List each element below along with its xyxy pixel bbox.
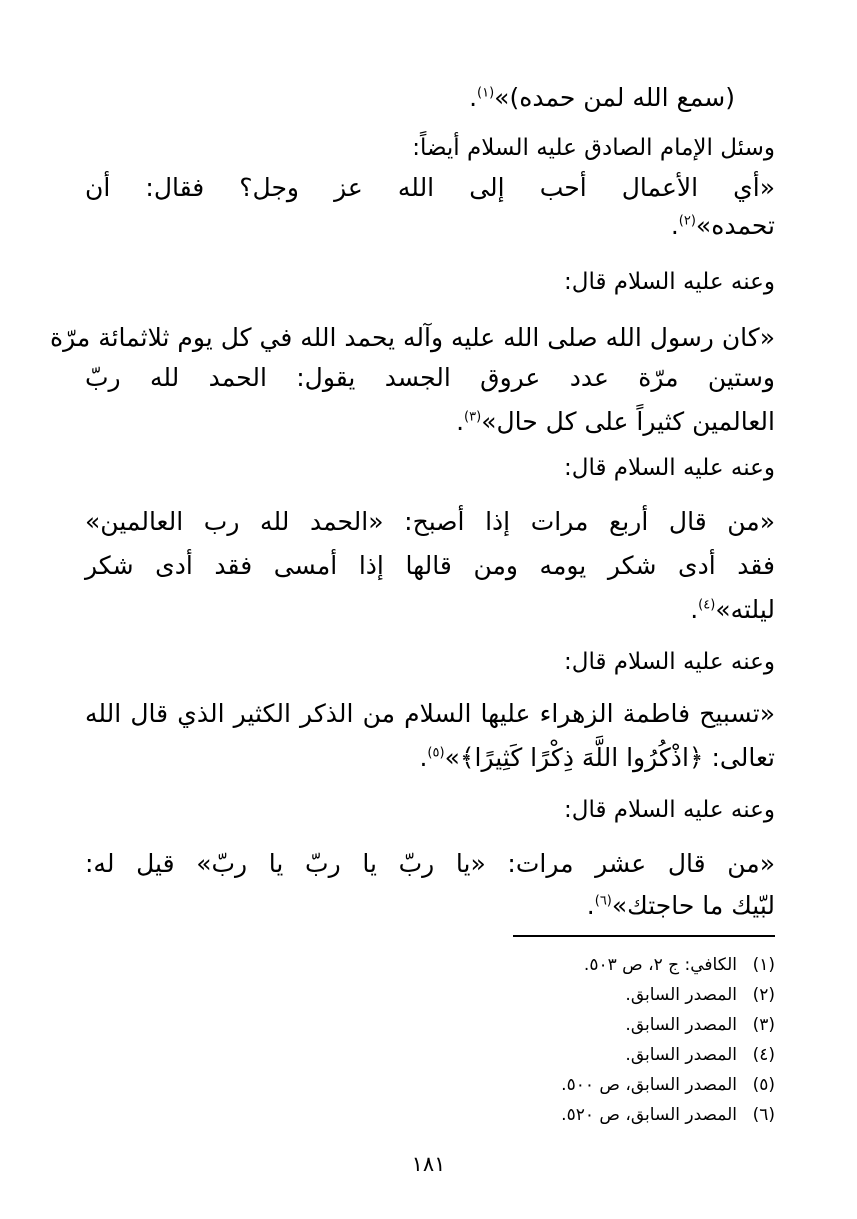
narration-intro: وعنه عليه السلام قال: [564,649,775,675]
page-number: ١٨١ [411,1152,446,1176]
footnote-ref: (٣) [464,409,482,425]
footnote-separator [513,935,775,937]
quote-line: العالمين كثيراً على كل حال»$^{(٣)}$. [456,407,775,436]
narration-intro: وعنه عليه السلام قال: [564,797,775,823]
footnote: (٢)المصدر السابق. [625,985,775,1005]
footnote-ref: (١) [477,85,495,101]
quote-line: لبّيك ما حاجتك»$^{(٦)}$. [586,891,775,920]
footnote: (٣)المصدر السابق. [625,1015,775,1035]
footnote-ref: (٦) [594,893,612,909]
quran-quote: تعالى: ﴿اذْكُرُوا اللَّهَ ذِكْرًا كَثِيرًا﴾» [444,743,775,772]
quote-line: تعالى: ﴿اذْكُرُوا اللَّهَ ذِكْرًا كَثِيرًا﴾»$^{(٥)}$. [419,743,775,772]
footnote: (١)الكافي: ج ٢، ص ٥٠٣. [583,955,775,975]
quote-line: «من قال أربع مرات إذا أصبح: «الحمد لله رب العالمين» [85,507,775,536]
narration-intro: وعنه عليه السلام قال: [564,455,775,481]
footnote: (٤)المصدر السابق. [625,1045,775,1065]
quote-line: وستين مرّة عدد عروق الجسد يقول: الحمد لله ربّ [85,363,775,392]
quote-line: ليلته»$^{(٤)}$. [690,595,775,624]
narration-intro: وسئل الإمام الصادق عليه السلام أيضاً: [412,135,775,161]
footnote: (٥)المصدر السابق، ص ٥٠٠. [561,1075,775,1095]
quote-line: «تسبيح فاطمة الزهراء عليها السلام من الذكر الكثير الذي قال الله [85,699,775,728]
footnote-ref: (٤) [698,597,716,613]
quote-line: تحمده»$^{(٢)}$. [670,211,775,240]
footnote-ref: (٥) [427,745,445,761]
quote-line: «كان رسول الله صلى الله عليه وآله يحمد الله في كل يوم ثلاثمائة مرّة [49,323,775,352]
quote-line: «أي الأعمال أحب إلى الله عز وجل؟ فقال: أن [85,173,775,202]
quote-line: «من قال عشر مرات: «يا ربّ يا ربّ يا ربّ» قيل له: [85,849,775,878]
footnote-ref: (٢) [678,213,696,229]
text-line: (سمع الله لمن حمده)»$^{(١)}$. [469,83,735,112]
quote-line: فقد أدى شكر يومه ومن قالها إذا أمسى فقد أدى شكر [85,551,775,580]
footnote: (٦)المصدر السابق، ص ٥٢٠. [561,1105,775,1125]
narration-intro: وعنه عليه السلام قال: [564,269,775,295]
